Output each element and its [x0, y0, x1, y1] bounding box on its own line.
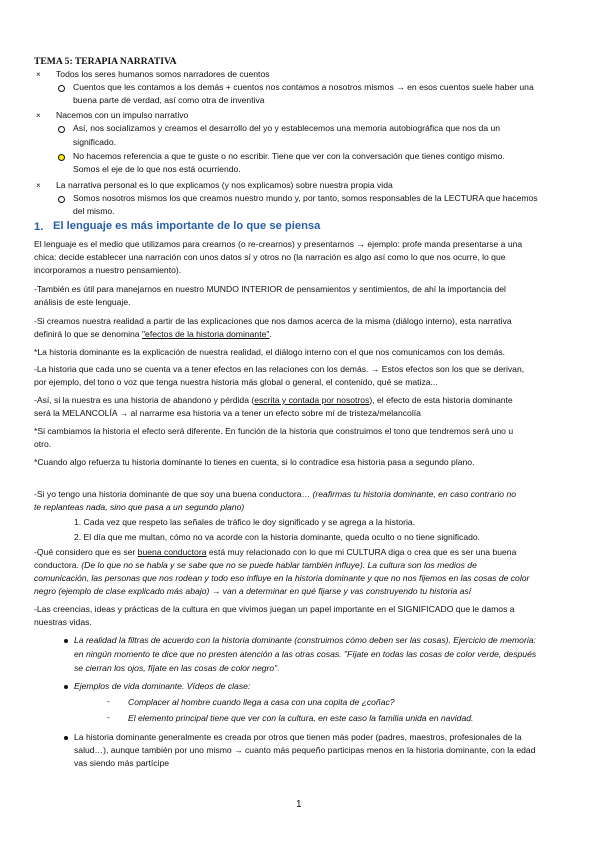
bullet-dot-icon — [64, 639, 68, 643]
dash-bullet-icon: - — [107, 713, 110, 722]
sub-bullet-text: Así, nos socializamos y creamos el desarrollo del yo y establecemos una memoria autobiográfica que nos da un — [73, 123, 501, 133]
x-bullet-icon: × — [36, 111, 41, 120]
circle-bullet-icon — [58, 196, 65, 203]
sub-bullet-text: Complacer al hombre cuando llega a casa con una copita de ¿coñac? — [128, 697, 395, 707]
x-bullet-icon: × — [36, 181, 41, 190]
page-number: 1 — [296, 799, 302, 810]
paragraph-line — [34, 329, 272, 340]
paragraph-line: incorporamos a nuestro pensamiento). — [34, 265, 182, 275]
circle-bullet-icon — [58, 126, 65, 133]
paragraph-line: -Las creencias, ideas y prácticas de la cultura en que vivimos juegan un papel importante en el SIGNIFICADO que le damos a — [34, 604, 515, 614]
paragraph-line: El lenguaje es el medio que utilizamos para crearnos (o re-crearnos) y presentarnos → ejemplo: profe manda presentarse a una — [34, 239, 523, 249]
paragraph-line: *Cuando algo refuerza tu historia dominante lo tienes en cuenta, si lo contradice esa historia pasa a segundo plano. — [34, 457, 475, 467]
bullet-text: en ningún momento te dice que no presten atención a las otras cosas. "Fíjate en todas las cosas de color verde, después — [74, 649, 537, 659]
bullet-text: La narrativa personal es lo que explicamos (y nos explicamos) sobre nuestra propia vida — [56, 180, 393, 190]
sub-bullet-text: El elemento principal tiene que ver con la cultura, en este caso la familia unida en navidad. — [128, 713, 474, 723]
paragraph-line: comunicación, las personas que nos rodean y todo eso influye en la historia dominante y que no nos fijemos en las cosas de color — [34, 573, 530, 583]
paragraph-line — [34, 489, 516, 500]
paragraph-line: análisis de este lenguaje. — [34, 297, 131, 307]
bullet-text: La realidad la filtras de acuerdo con la historia dominante (construimos cómo deben ser las cosas). Ejercicio de memoria: — [74, 635, 536, 645]
text-span: -Si yo tengo una historia dominante de que soy una buena conductora… — [34, 489, 313, 499]
bullet-text: Todos los seres humanos somos narradores de cuentos — [56, 69, 270, 79]
paragraph-line: -La historia que cada uno se cuenta va a tener efectos en las relaciones con los demás. → Estos efectos son los que se derivan, — [34, 364, 525, 374]
section-number: 1. — [34, 221, 44, 233]
bullet-dot-icon — [64, 736, 68, 740]
paragraph-line: será la MELANCOLÍA → al narrarme esa historia va a tener un efecto sobre mí de tristeza/melancolía — [34, 408, 421, 418]
bullet-text: salud…), aunque también por uno mismo → cuanto más pequeño participas menos en la historia dominante, con la edad — [74, 745, 536, 755]
text-span: -Así, si la nuestra es una historia de abandono y pérdida ( — [34, 395, 255, 405]
bullet-text: La historia dominante generalmente es creada por otros que tienen más poder (padres, maestros, profesionales de la — [74, 732, 522, 742]
italic-text: (De lo que no se habla y se sabe que no se puede hablar también influye). La cultura son los medios de — [81, 560, 477, 570]
paragraph-line: te replanteas nada, sino que pasa a un segundo plano) — [34, 502, 245, 512]
sub-bullet-text: significado. — [73, 137, 116, 147]
text-span: -Qué considero que es ser — [34, 547, 138, 557]
paragraph-line: -También es útil para manejarnos en nuestro MUNDO INTERIOR de pensamientos y sentimientos, de ahí la importancia del — [34, 284, 506, 294]
circle-bullet-icon — [58, 85, 65, 92]
numbered-item: 1. Cada vez que respeto las señales de tráfico le doy significado y se agrega a la historia. — [74, 517, 416, 527]
sub-bullet-text: No hacemos referencia a que te guste o no escribir. Tiene que ver con la conversación que tienes contigo mismo. — [73, 151, 505, 161]
sub-bullet-text: Somos nosotros mismos los que creamos nuestro mundo y, por tanto, somos responsables de la LECTURA que hacemos — [73, 193, 538, 203]
section-heading: El lenguaje es más importante de lo que se piensa — [53, 220, 321, 232]
underlined-term: buena conductora — [137, 547, 207, 557]
sub-bullet-text: Somos el eje de lo que nos está ocurriendo. — [73, 164, 241, 174]
bullet-dot-icon — [64, 685, 68, 689]
text-span: está muy relacionado con lo que mi CULTURA diga o crea que es ser una buena — [206, 547, 517, 557]
text-span: . — [269, 329, 272, 339]
text-span: ), el efecto de esta historia dominante — [369, 395, 513, 405]
underlined-term: escrita y contada por nosotros — [254, 395, 370, 405]
paragraph-line: nuestras vidas. — [34, 617, 92, 627]
paragraph-line — [34, 547, 516, 558]
dash-bullet-icon: - — [107, 697, 110, 706]
paragraph-line: *Si cambiamos la historia el efecto será diferente. En función de la historia que construimos el tono que tendremos será uno u — [34, 426, 514, 436]
underlined-term: "efectos de la historia dominante" — [141, 329, 270, 339]
paragraph-line: *La historia dominante es la explicación de nuestra realidad, el diálogo interno con el que nos comunicamos con los demás. — [34, 347, 506, 357]
paragraph-line: -Si creamos nuestra realidad a partir de las explicaciones que nos damos acerca de la misma (diálogo interno), esta narrativa — [34, 316, 512, 326]
sub-bullet-text: Cuentos que les contamos a los demás + cuentos nos contamos a nosotros mismos → en esos cuentos suele haber una — [73, 82, 534, 92]
sub-bullet-text: del mismo. — [73, 206, 115, 216]
paragraph-line — [34, 395, 513, 406]
bullet-text: se cierran los ojos, fíjate en las cosas de color negro". — [74, 663, 280, 673]
x-bullet-icon: × — [36, 70, 41, 79]
italic-text: (reafirmas tu historia dominante, en caso contrario no — [312, 489, 517, 499]
bullet-text: Ejemplos de vida dominante. Vídeos de clase: — [74, 681, 251, 691]
sub-bullet-text: buena parte de verdad, así como otra de inventiva — [73, 95, 265, 105]
bullet-text: Nacemos con un impulso narrativo — [56, 110, 189, 120]
text-span: conductora. — [34, 560, 82, 570]
paragraph-line: por ejemplo, del tono o voz que tenga nuestra historia más global o general, el contenido, qué se matiza... — [34, 377, 438, 387]
numbered-item: 2. El día que me multan, cómo no va acorde con la historia dominante, queda oculto o no tiene significado. — [74, 532, 481, 542]
paragraph-line — [34, 560, 477, 571]
highlighted-circle-bullet-icon — [58, 154, 65, 161]
paragraph-line: otro. — [34, 439, 52, 449]
document-title: TEMA 5: TERAPIA NARRATIVA — [34, 56, 177, 67]
paragraph-line: chica: decide establecer una narración con unos datos sí y otros no (la narración es algo así como lo que nos ocurre, lo que — [34, 252, 506, 262]
bullet-text: vas siendo más partícipe — [74, 758, 170, 768]
paragraph-line: negro (ejemplo de clase explicado más abajo) → van a determinar en qué fijarse y vas construyendo tu historia así — [34, 586, 472, 596]
text-span: definirá lo que se denomina — [34, 329, 142, 339]
